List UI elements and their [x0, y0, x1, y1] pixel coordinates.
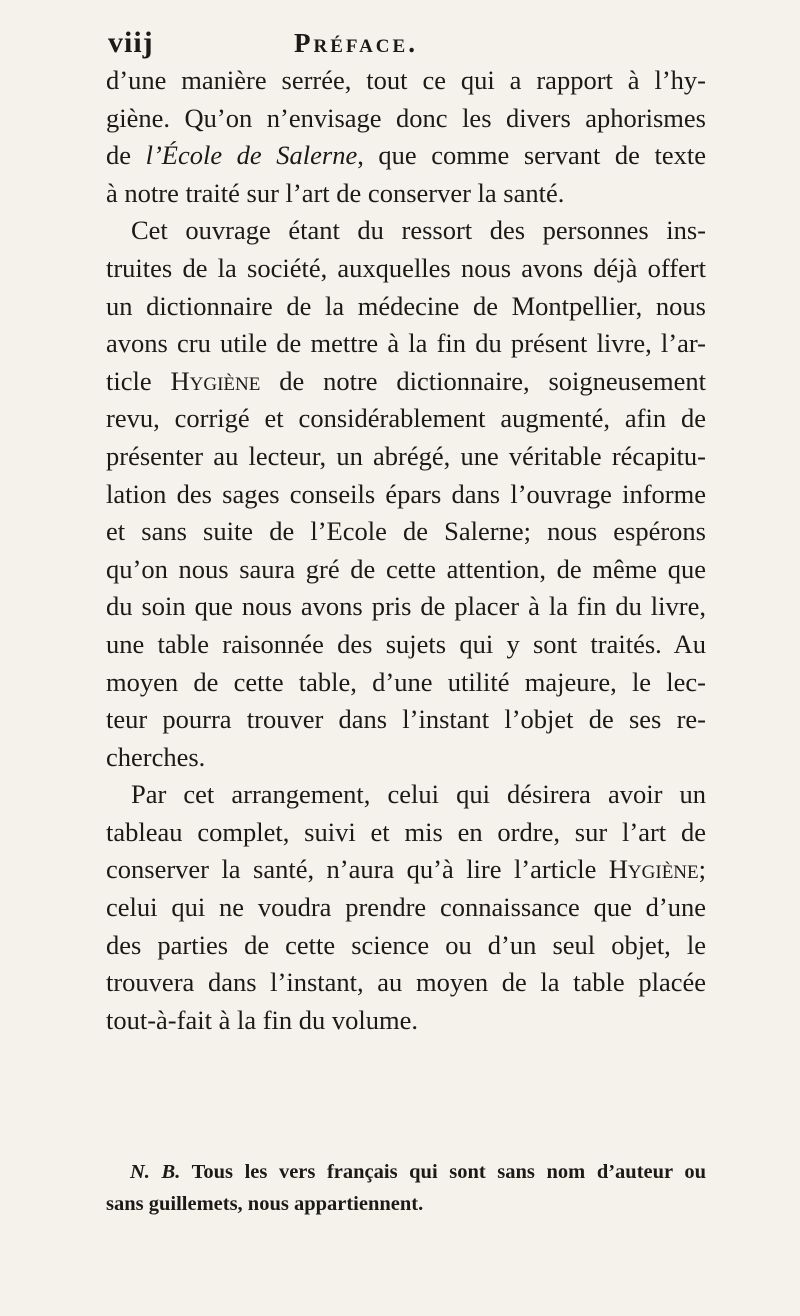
small-caps-term: Hygiène: [170, 365, 261, 396]
text-fragment: conserver la santé, n’aura qu’à lire l’article: [106, 854, 597, 885]
body-text: [106, 62, 706, 1039]
text-line: trouvera dans l’instant, au moyen de la table placée: [106, 967, 706, 998]
text-line: avons cru utile de mettre à la fin du présent livre, l’ar-: [106, 328, 706, 359]
text-line: à notre traité sur l’art de conserver la santé.: [106, 177, 565, 208]
footnote-line: [106, 1156, 706, 1188]
text-line: présenter au lecteur, un abrégé, une véritable récapitu-: [106, 440, 706, 471]
text-fragment: ticle: [106, 365, 152, 396]
text-fragment: de: [106, 140, 132, 171]
text-line: cherches.: [106, 741, 206, 772]
text-line: lation des sages conseils épars dans l’ouvrage informe: [106, 478, 706, 509]
text-line: [106, 137, 706, 175]
text-line: des parties de cette science ou d’un seul objet, le: [106, 929, 706, 960]
footnote-line: sans guillemets, nous appartiennent.: [106, 1193, 424, 1215]
page-number: viij: [108, 26, 154, 59]
text-line: qu’on nous saura gré de cette attention, de même que: [106, 553, 706, 584]
small-caps-term: Hygiène: [608, 854, 699, 885]
text-line: giène. Qu’on n’envisage donc les divers aphorismes: [106, 102, 706, 133]
text-line: et sans suite de l’Ecole de Salerne; nous espérons: [106, 516, 706, 547]
text-fragment: ;: [698, 854, 707, 885]
text-line: moyen de cette table, d’une utilité majeure, le lec-: [106, 666, 706, 697]
italic-title: l’École de Salerne: [145, 140, 358, 171]
text-line: [106, 363, 706, 401]
text-line: [106, 851, 706, 889]
text-fragment: , que comme servant de texte: [357, 140, 707, 171]
text-line: truites de la société, auxquelles nous avons déjà offert: [106, 252, 706, 283]
running-title: Préface.: [294, 28, 418, 58]
text-line: une table raisonnée des sujets qui y sont traités. Au: [106, 628, 706, 659]
running-head: [108, 26, 688, 66]
text-line: revu, corrigé et considérablement augmenté, afin de: [106, 403, 706, 434]
text-line: Cet ouvrage étant du ressort des personnes ins-: [131, 215, 706, 246]
text-line: d’une manière serrée, tout ce qui a rapport à l’hy-: [106, 65, 706, 95]
footnote-label: N. B.: [130, 1161, 181, 1183]
text-line: tableau complet, suivi et mis en ordre, sur l’art de: [106, 816, 706, 847]
text-line: un dictionnaire de la médecine de Montpellier, nous: [106, 290, 706, 321]
text-fragment: de notre dictionnaire, soigneusement: [279, 365, 706, 396]
text-line: Par cet arrangement, celui qui désirera avoir un: [131, 779, 706, 810]
text-line: du soin que nous avons pris de placer à la fin du livre,: [106, 591, 706, 622]
text-line: celui qui ne voudra prendre connaissance que d’une: [106, 892, 706, 923]
footnote-text: Tous les vers français qui sont sans nom d’auteur ou: [191, 1161, 706, 1183]
footnote: [106, 1156, 706, 1220]
text-line: teur pourra trouver dans l’instant l’objet de ses re-: [106, 704, 706, 735]
text-line: tout-à-fait à la fin du volume.: [106, 1004, 419, 1035]
